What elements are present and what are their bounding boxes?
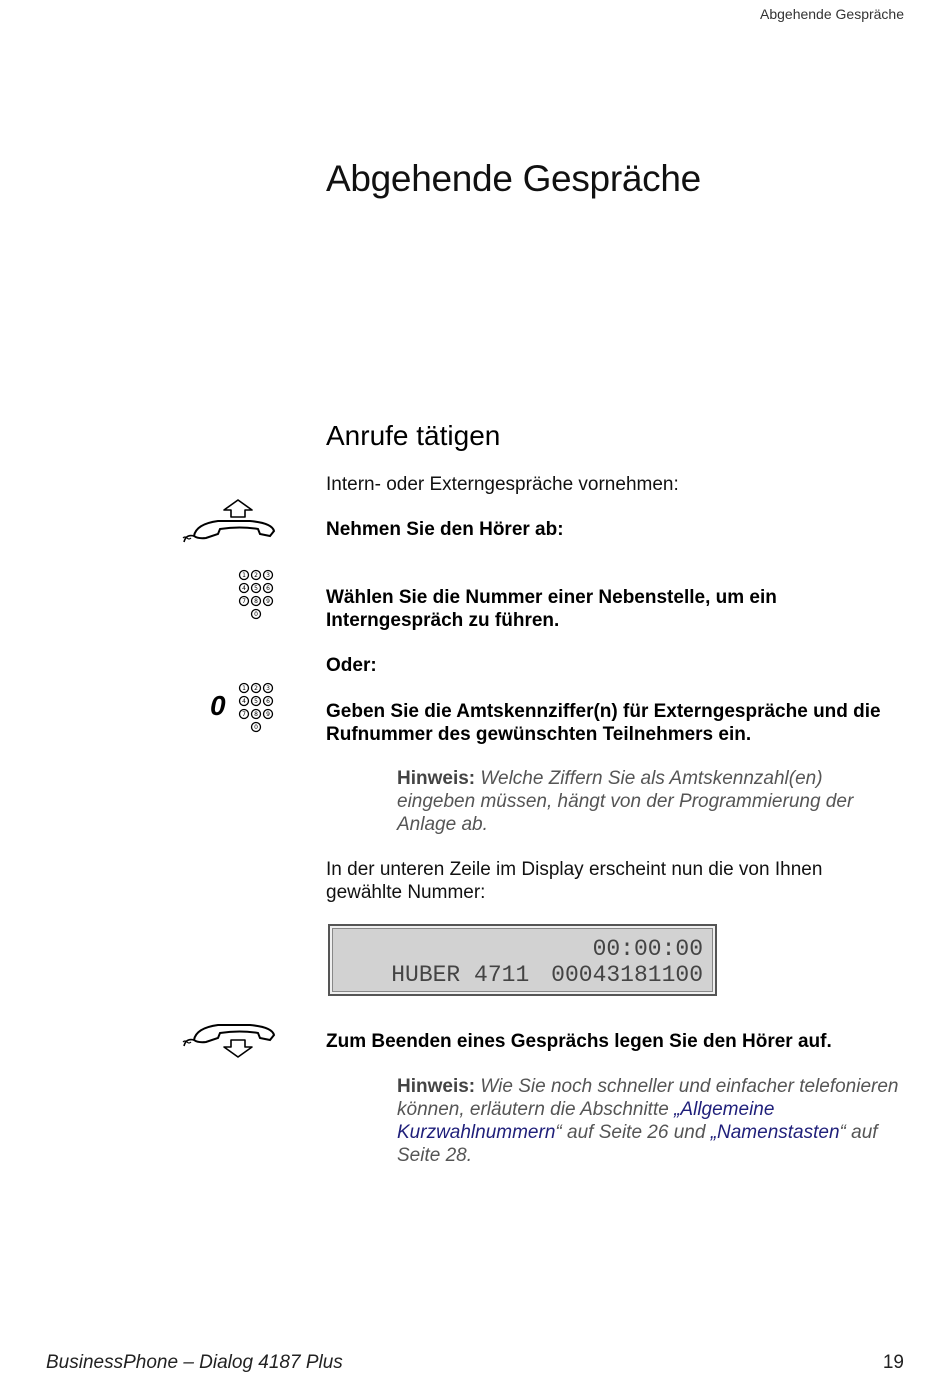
step-or: Oder: (326, 655, 377, 676)
section-intro: Intern- oder Externgespräche vornehmen: (326, 474, 679, 495)
svg-text:7: 7 (242, 711, 246, 718)
step-dial-external: Geben Sie die Amtskennziffer(n) für Externgespräche und die Rufnummer des gewünschten Teilnehmers ein. (326, 701, 881, 745)
svg-text:9: 9 (266, 711, 270, 718)
digit-zero-prefix: 0 (210, 690, 226, 721)
note-trunk-code: Hinweis: Welche Ziffern Sie als Amtskennzahl(en) eingeben müssen, hängt von der Programmierung der Anlage ab. (397, 768, 854, 835)
link-allgemeine-kurzwahlnummern[interactable]: „Allgemeine (674, 1099, 775, 1120)
keypad-icon (238, 569, 278, 623)
note-label: Hinweis: (397, 1076, 476, 1097)
display-row2-right: 00043181100 (551, 962, 703, 988)
svg-text:2: 2 (254, 572, 258, 579)
link-namenstasten[interactable]: „Namenstasten (710, 1122, 840, 1143)
svg-text:3: 3 (266, 685, 270, 692)
svg-text:1: 1 (242, 572, 246, 579)
svg-text:5: 5 (254, 585, 258, 592)
note-label: Hinweis: (397, 768, 476, 789)
svg-text:9: 9 (266, 598, 270, 605)
svg-text:8: 8 (254, 711, 258, 718)
svg-text:0: 0 (254, 611, 258, 618)
svg-text:6: 6 (266, 698, 270, 705)
display-row1-left: HUBER 4711 (391, 962, 530, 988)
svg-text:0: 0 (254, 724, 258, 731)
link-allgemeine-kurzwahlnummern-cont[interactable]: Kurzwahlnummern (397, 1122, 556, 1143)
handset-lift-icon (180, 498, 280, 546)
display-row1-right: 00:00:00 (592, 936, 703, 962)
svg-text:2: 2 (254, 685, 258, 692)
step-lift-handset: Nehmen Sie den Hörer ab: (326, 519, 564, 540)
display-intro: In der unteren Zeile im Display erscheint nun die von Ihnen gewählte Nummer: (326, 859, 823, 903)
keypad-icon (238, 682, 278, 736)
svg-text:4: 4 (242, 585, 246, 592)
svg-text:1: 1 (242, 685, 246, 692)
phone-display (328, 924, 717, 996)
step-hang-up: Zum Beenden eines Gesprächs legen Sie den Hörer auf. (326, 1031, 832, 1052)
svg-text:6: 6 (266, 585, 270, 592)
running-head: Abgehende Gespräche (760, 6, 904, 22)
svg-text:4: 4 (242, 698, 246, 705)
footer-title: BusinessPhone – Dialog 4187 Plus (46, 1352, 343, 1373)
svg-text:5: 5 (254, 698, 258, 705)
note-speed-dial: Hinweis: Wie Sie noch schneller und einfacher telefonieren können, erläutern die Abschnitte „Allgemeine Kurzwahlnummern“ auf Seite 26 und „Namenstasten“ auf Seite 28. (397, 1076, 899, 1166)
svg-text:8: 8 (254, 598, 258, 605)
page-number: 19 (882, 1352, 904, 1373)
svg-text:7: 7 (242, 598, 246, 605)
section-heading: Anrufe tätigen (326, 420, 501, 451)
step-dial-extension: Wählen Sie die Nummer einer Nebenstelle, um ein Interngespräch zu führen. (326, 587, 777, 631)
svg-text:3: 3 (266, 572, 270, 579)
chapter-title: Abgehende Gespräche (326, 158, 701, 199)
handset-replace-icon (180, 1020, 280, 1060)
